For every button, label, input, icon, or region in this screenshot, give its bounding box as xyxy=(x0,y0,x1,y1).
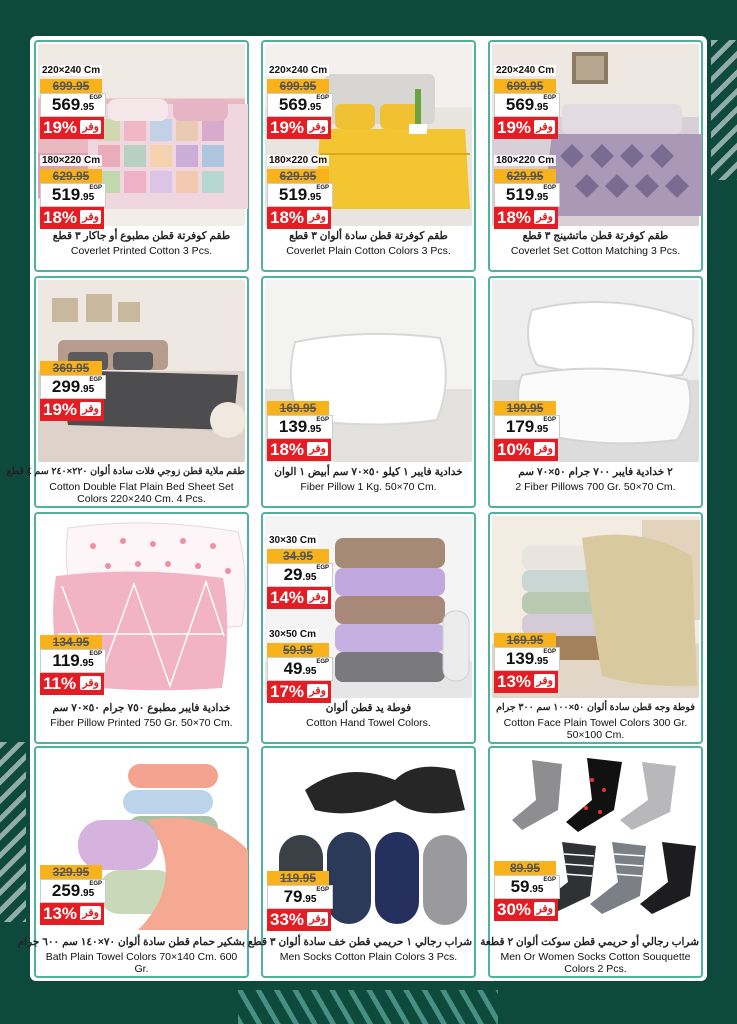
price-block xyxy=(494,632,560,693)
price-block-small xyxy=(40,150,106,229)
product-card-face-towel[interactable] xyxy=(488,512,703,744)
product-card-bath-towel[interactable] xyxy=(17,746,249,978)
price-block-large xyxy=(267,60,333,139)
new-price-main: 59 xyxy=(510,877,530,896)
old-price: 629.95 xyxy=(40,169,102,183)
decorative-chevrons-bottom xyxy=(238,990,498,1024)
discount-badge xyxy=(267,207,331,229)
new-price xyxy=(267,563,333,587)
new-price-main: 519 xyxy=(278,185,308,204)
save-word: وفر xyxy=(536,675,553,687)
size-label: 30×30 Cm xyxy=(269,535,316,546)
decorative-stripes-left xyxy=(0,742,26,922)
new-price xyxy=(40,183,106,207)
old-price: 369.95 xyxy=(40,361,102,375)
save-word: وفر xyxy=(309,685,326,697)
currency-label: EGP xyxy=(316,565,329,571)
old-price: 329.95 xyxy=(40,865,102,879)
new-price-cents: .95 xyxy=(534,656,549,667)
old-price: 629.95 xyxy=(494,169,556,183)
currency-label: EGP xyxy=(543,95,556,101)
price-block-large xyxy=(494,60,560,139)
old-price: 699.95 xyxy=(267,79,329,93)
save-word: وفر xyxy=(536,121,553,133)
save-word: وفر xyxy=(82,907,99,919)
save-word: وفر xyxy=(536,443,553,455)
product-title-en: Fiber Pillow 1 Kg. 50×70 Cm. xyxy=(300,481,437,493)
old-price: 34.95 xyxy=(267,549,329,563)
new-price-cents: .95 xyxy=(302,666,317,677)
new-price-main: 569 xyxy=(51,95,81,114)
new-price-cents: .95 xyxy=(307,102,322,113)
price-block xyxy=(40,360,106,421)
old-price: 699.95 xyxy=(494,79,556,93)
product-title-en: Cotton Double Flat Plain Bed Sheet Set Colors 220×240 Cm. 4 Pcs. xyxy=(49,481,234,505)
product-title-en: Bath Plain Towel Colors 70×140 Cm. 600 Gr. xyxy=(45,951,238,975)
product-card-bed-sheet-set[interactable] xyxy=(6,276,249,508)
new-price xyxy=(267,183,333,207)
product-title-ar: شراب رجالي ١ حريمي قطن خف سادة ألوان ٣ قطع xyxy=(247,936,472,948)
product-card-fiber-pillows-two[interactable] xyxy=(488,276,703,508)
currency-label: EGP xyxy=(316,185,329,191)
new-price-cents: .95 xyxy=(79,658,94,669)
new-price-cents: .95 xyxy=(302,894,317,905)
discount-percent: 13% xyxy=(43,904,78,923)
product-card-souquette-socks[interactable] xyxy=(480,746,703,978)
price-block xyxy=(494,400,560,461)
price-block xyxy=(40,634,106,695)
discount-percent: 19% xyxy=(43,400,78,419)
new-price-main: 569 xyxy=(505,95,535,114)
product-title-ar: خدادية فايبر ١ كيلو ٥٠×٧٠ سم أبيض ١ الوان xyxy=(274,466,463,478)
product-card-coverlet-matching[interactable] xyxy=(488,40,703,272)
currency-label: EGP xyxy=(543,417,556,423)
new-price-cents: .95 xyxy=(80,102,95,113)
save-word: وفر xyxy=(309,591,326,603)
new-price-main: 569 xyxy=(278,95,308,114)
product-title-en: 2 Fiber Pillows 700 Gr. 50×70 Cm. xyxy=(515,481,676,493)
product-title-ar: طقم ملاية قطن زوجي فلات سادة ألوان ٢٢٠×٢٤٠ سم ٤ قطع xyxy=(6,466,245,477)
size-label: 180×220 Cm xyxy=(496,155,555,166)
decorative-stripes-top-right xyxy=(711,40,737,180)
discount-badge xyxy=(40,117,104,139)
discount-badge xyxy=(494,439,558,461)
discount-badge xyxy=(267,117,331,139)
product-card-coverlet-printed[interactable] xyxy=(34,40,249,272)
new-price-main: 179 xyxy=(505,417,535,436)
new-price xyxy=(494,93,560,117)
size-label: 30×50 Cm xyxy=(269,629,316,640)
currency-label: EGP xyxy=(89,185,102,191)
discount-badge xyxy=(494,899,558,921)
size-label: 220×240 Cm xyxy=(496,65,555,76)
discount-badge xyxy=(267,439,331,461)
currency-label: EGP xyxy=(316,417,329,423)
old-price: 699.95 xyxy=(40,79,102,93)
discount-badge xyxy=(267,587,331,609)
save-word: وفر xyxy=(82,403,99,415)
new-price-main: 259 xyxy=(51,881,81,900)
save-word: وفر xyxy=(309,913,326,925)
discount-badge xyxy=(494,207,558,229)
save-word: وفر xyxy=(309,121,326,133)
product-title-ar: فوطة يد قطن ألوان xyxy=(325,702,412,714)
old-price: 59.95 xyxy=(267,643,329,657)
discount-percent: 18% xyxy=(43,208,78,227)
price-block xyxy=(40,864,106,925)
product-title-ar: ٢ خدادية فايبر ٧٠٠ جرام ٥٠×٧٠ سم xyxy=(518,466,673,478)
new-price-cents: .95 xyxy=(307,192,322,203)
new-price-main: 299 xyxy=(51,377,81,396)
new-price-cents: .95 xyxy=(534,424,549,435)
new-price xyxy=(40,879,106,903)
new-price xyxy=(494,647,560,671)
discount-percent: 10% xyxy=(497,440,532,459)
new-price-cents: .95 xyxy=(307,424,322,435)
discount-percent: 11% xyxy=(43,674,77,693)
discount-percent: 18% xyxy=(270,440,305,459)
size-label: 180×220 Cm xyxy=(269,155,328,166)
save-word: وفر xyxy=(536,211,553,223)
new-price xyxy=(267,657,333,681)
product-title-en: Men Socks Cotton Plain Colors 3 Pcs. xyxy=(279,951,458,963)
product-card-men-socks[interactable] xyxy=(247,746,476,978)
discount-percent: 14% xyxy=(270,588,305,607)
discount-badge xyxy=(40,399,104,421)
save-word: وفر xyxy=(82,121,99,133)
discount-percent: 30% xyxy=(497,900,532,919)
old-price: 134.95 xyxy=(40,635,102,649)
currency-label: EGP xyxy=(89,881,102,887)
discount-percent: 19% xyxy=(43,118,78,137)
product-title-en: Coverlet Set Cotton Matching 3 Pcs. xyxy=(510,245,681,257)
discount-percent: 13% xyxy=(497,672,532,691)
new-price-main: 519 xyxy=(505,185,535,204)
product-title-en: Cotton Hand Towel Colors. xyxy=(306,717,431,729)
flyer-panel xyxy=(6,36,707,981)
discount-percent: 19% xyxy=(497,118,532,137)
discount-percent: 17% xyxy=(270,682,305,701)
discount-badge xyxy=(267,909,331,931)
old-price: 119.95 xyxy=(267,871,329,885)
new-price-main: 139 xyxy=(278,417,308,436)
product-title-en: Coverlet Printed Cotton 3 Pcs. xyxy=(70,245,213,257)
discount-badge xyxy=(40,207,104,229)
discount-percent: 33% xyxy=(270,910,305,929)
new-price-main: 49 xyxy=(283,659,303,678)
new-price xyxy=(267,93,333,117)
discount-percent: 18% xyxy=(497,208,532,227)
size-label: 220×240 Cm xyxy=(269,65,328,76)
product-title-ar: بشكير حمام قطن سادة ألوان ٧٠×١٤٠ سم ٦٠٠ جرام xyxy=(17,936,245,948)
new-price-main: 79 xyxy=(283,887,303,906)
new-price-cents: .95 xyxy=(534,192,549,203)
save-word: وفر xyxy=(82,211,99,223)
currency-label: EGP xyxy=(89,651,102,657)
discount-percent: 18% xyxy=(270,208,305,227)
new-price-cents: .95 xyxy=(80,192,95,203)
discount-badge xyxy=(40,903,104,925)
currency-label: EGP xyxy=(543,185,556,191)
product-card-hand-towel[interactable] xyxy=(261,512,476,744)
product-title-ar: طقم كوفرتة قطن مطبوع أو جاكار ٣ قطع xyxy=(52,230,231,242)
product-title-ar: طقم كوفرتة قطن ماتشينج ٣ قطع xyxy=(522,230,669,242)
new-price xyxy=(40,375,106,399)
currency-label: EGP xyxy=(543,649,556,655)
product-title-en: Coverlet Plain Cotton Colors 3 Pcs. xyxy=(286,245,451,257)
currency-label: EGP xyxy=(89,377,102,383)
new-price-cents: .95 xyxy=(302,572,317,583)
discount-badge xyxy=(40,673,104,695)
product-title-ar: طقم كوفرتة قطن سادة ألوان ٣ قطع xyxy=(289,230,448,242)
price-block-small xyxy=(494,150,560,229)
new-price-main: 119 xyxy=(52,651,80,670)
currency-label: EGP xyxy=(316,659,329,665)
save-word: وفر xyxy=(309,443,326,455)
old-price: 89.95 xyxy=(494,861,556,875)
discount-badge xyxy=(267,681,331,703)
old-price: 169.95 xyxy=(494,633,556,647)
size-label: 180×220 Cm xyxy=(42,155,101,166)
product-title-en: Cotton Face Plain Towel Colors 300 Gr. 50×100 Cm. xyxy=(503,717,688,741)
product-title-en: Fiber Pillow Printed 750 Gr. 50×70 Cm. xyxy=(50,717,233,729)
new-price xyxy=(40,93,106,117)
price-block xyxy=(267,400,333,461)
price-block-small xyxy=(267,150,333,229)
currency-label: EGP xyxy=(543,877,556,883)
new-price xyxy=(267,415,333,439)
old-price: 629.95 xyxy=(267,169,329,183)
new-price xyxy=(494,875,560,899)
new-price-cents: .95 xyxy=(534,102,549,113)
old-price: 199.95 xyxy=(494,401,556,415)
product-title-ar: شراب رجالي أو حريمي قطن سوكت ألوان ٢ قطعة xyxy=(480,936,699,948)
new-price xyxy=(40,649,106,673)
save-word: وفر xyxy=(536,903,553,915)
new-price-cents: .95 xyxy=(529,884,544,895)
price-block-large-towel xyxy=(267,624,333,703)
product-title-ar: خدادية فايبر مطبوع ٧٥٠ جرام ٥٠×٧٠ سم xyxy=(52,702,231,714)
new-price-cents: .95 xyxy=(80,384,95,395)
save-word: وفر xyxy=(309,211,326,223)
currency-label: EGP xyxy=(89,95,102,101)
new-price-main: 519 xyxy=(51,185,81,204)
product-card-fiber-pillow-printed[interactable] xyxy=(34,512,249,744)
price-block-small-towel xyxy=(267,530,333,609)
product-title-en: Men Or Women Socks Cotton Souquette Colors 2 Pcs. xyxy=(500,951,691,975)
product-card-coverlet-plain[interactable] xyxy=(261,40,476,272)
product-title-ar: فوطة وجه قطن سادة ألوان ٥٠×١٠٠ سم ٣٠٠ جرام xyxy=(496,702,695,713)
price-block xyxy=(494,860,560,921)
save-word: وفر xyxy=(82,677,99,689)
currency-label: EGP xyxy=(316,95,329,101)
currency-label: EGP xyxy=(316,887,329,893)
new-price xyxy=(494,183,560,207)
new-price-main: 139 xyxy=(505,649,535,668)
size-label: 220×240 Cm xyxy=(42,65,101,76)
discount-percent: 19% xyxy=(270,118,305,137)
new-price-main: 29 xyxy=(283,565,303,584)
discount-badge xyxy=(494,117,558,139)
price-block-large xyxy=(40,60,106,139)
discount-badge xyxy=(494,671,558,693)
new-price xyxy=(267,885,333,909)
product-card-fiber-pillow[interactable] xyxy=(261,276,476,508)
new-price xyxy=(494,415,560,439)
old-price: 169.95 xyxy=(267,401,329,415)
new-price-cents: .95 xyxy=(80,888,95,899)
price-block xyxy=(267,870,333,931)
